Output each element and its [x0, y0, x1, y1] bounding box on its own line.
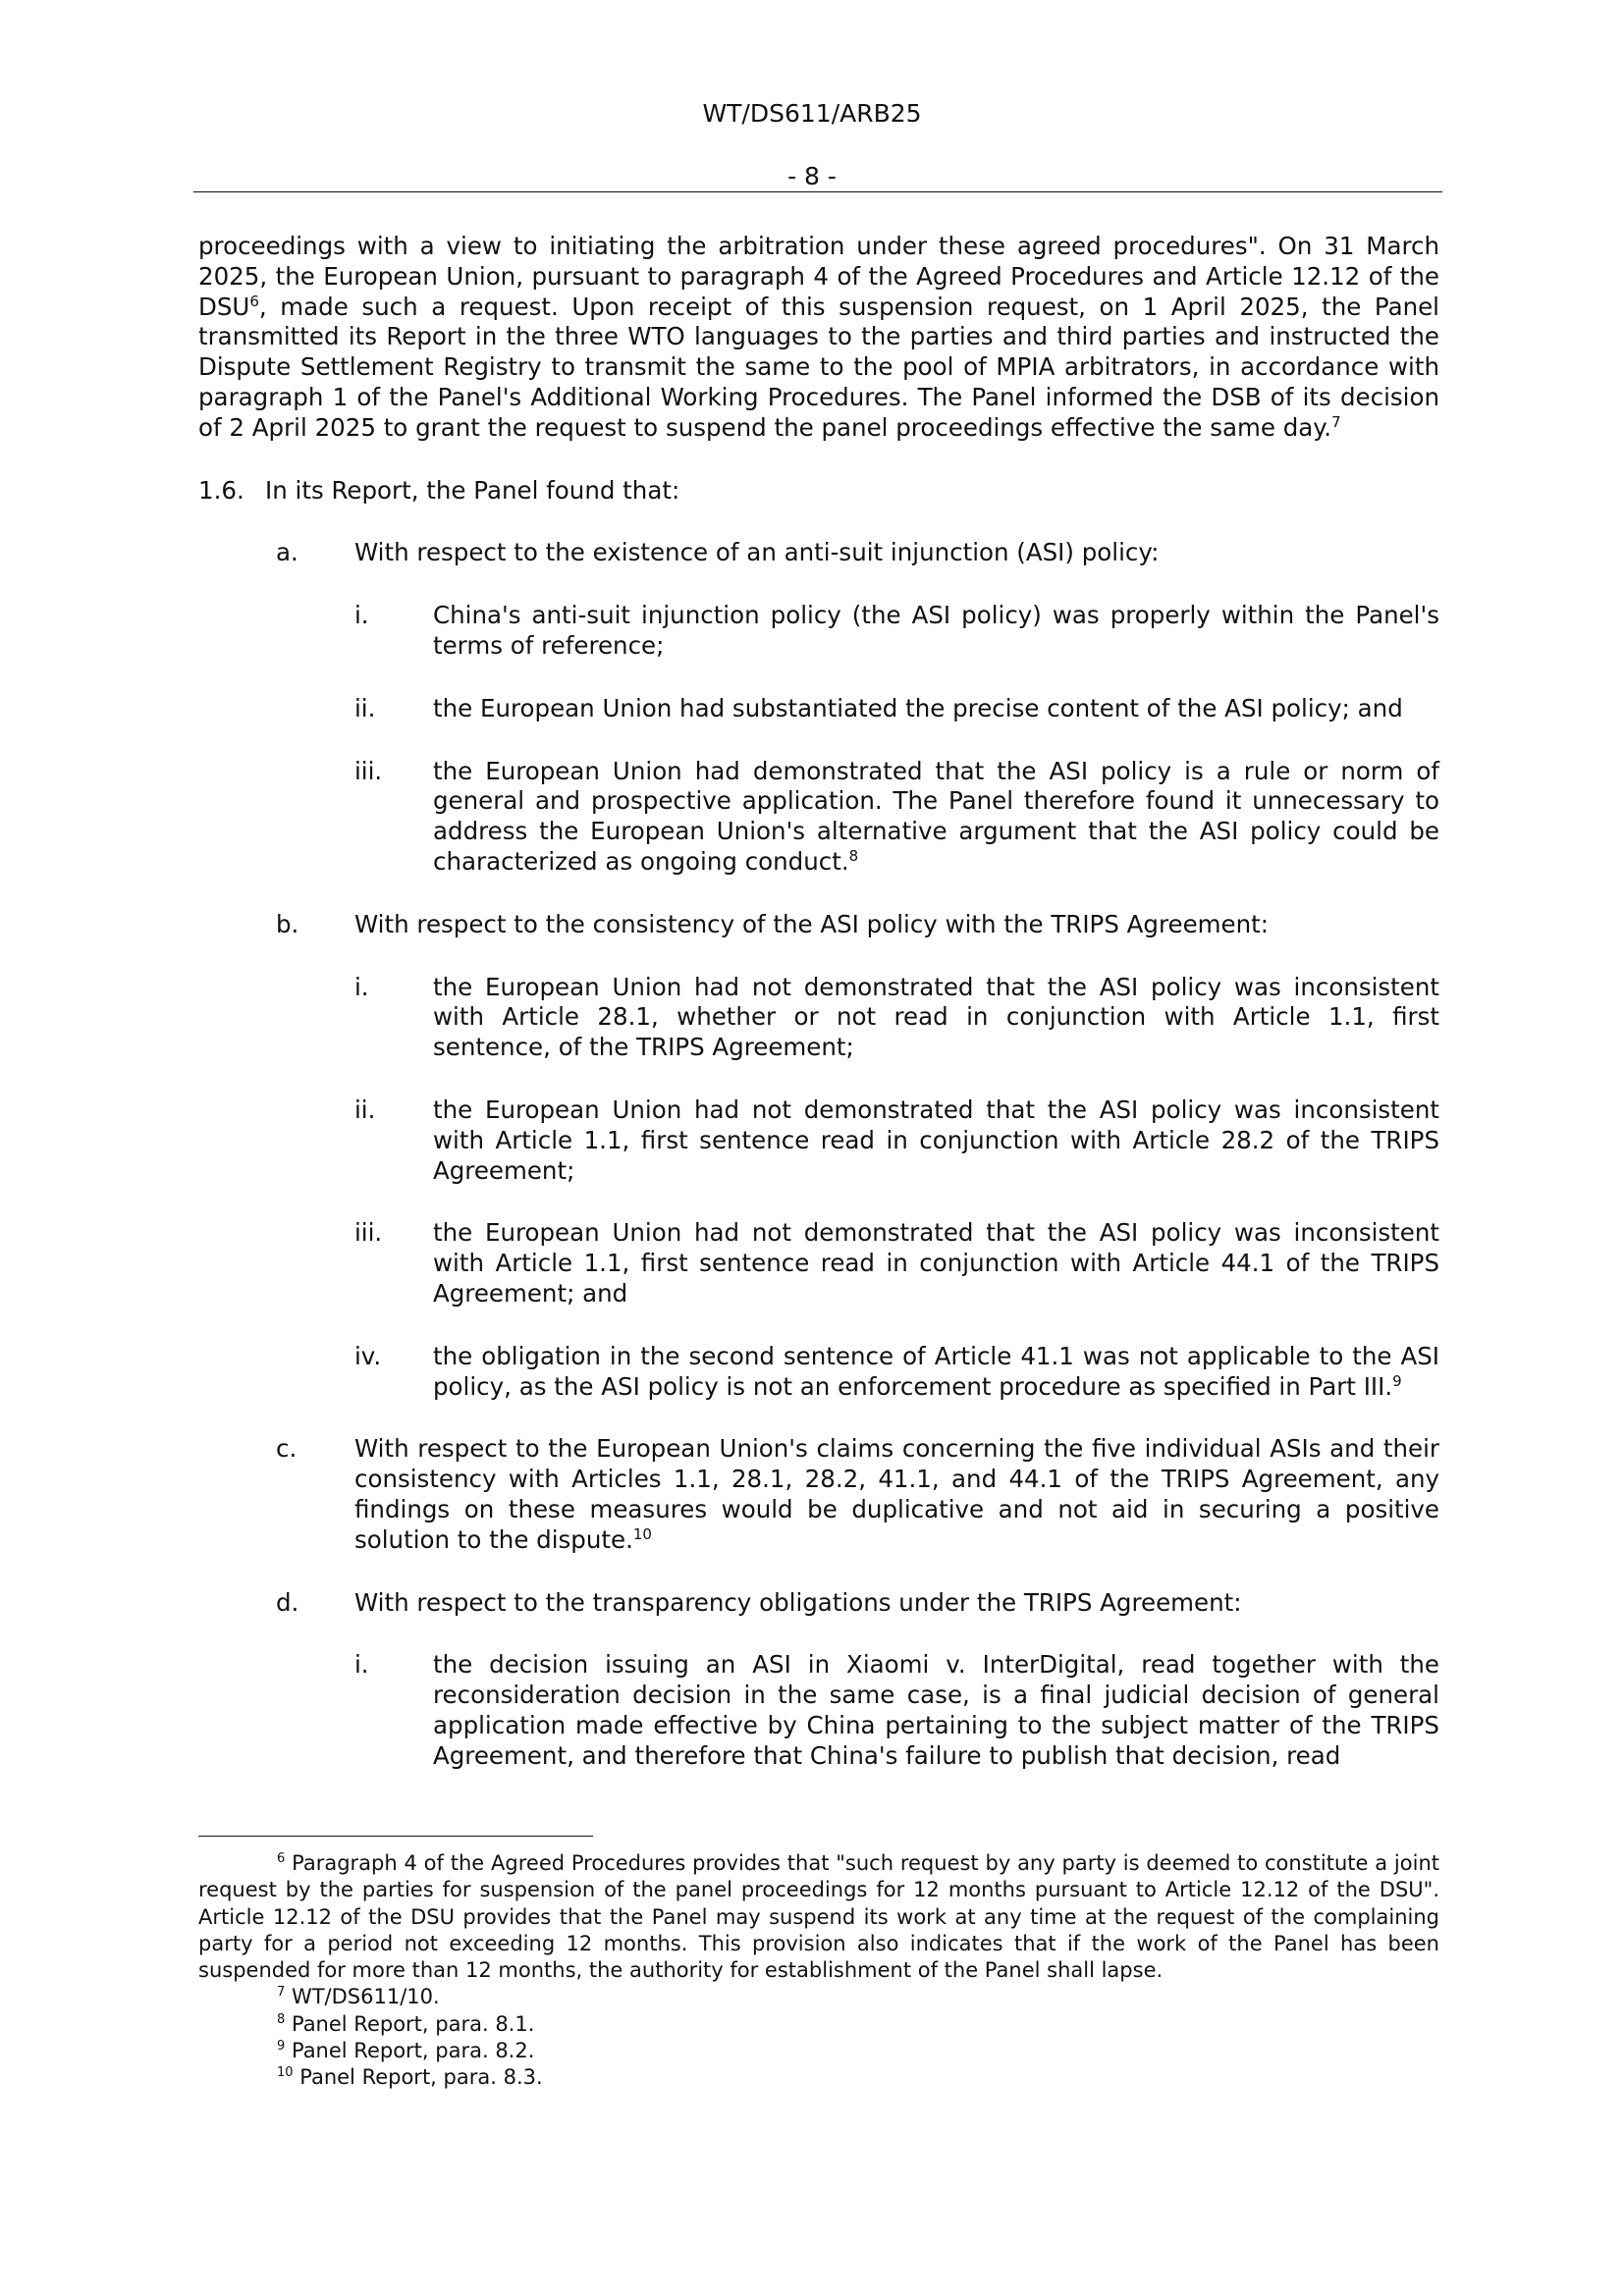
list-item-text: the European Union had not demonstrated that the ASI policy was inconsistent with Article 1.1, first sentence read in conjunction with Article 44.1 of the TRIPS Agreement; and	[433, 1218, 1439, 1308]
list-item-text: the obligation in the second sentence of Article 41.1 was not applicable to the ASI policy, as the ASI policy is not an enforcement procedure as specified in Part III.$^9$	[433, 1341, 1439, 1401]
finding-d	[198, 1588, 1439, 1619]
list-item-text: the European Union had substantiated the precise content of the ASI policy; and	[433, 693, 1403, 722]
list-marker: i.	[354, 972, 369, 1001]
footnote-8: $^8$ Panel Report, para. 8.1.	[277, 2011, 535, 2036]
list-marker: iv.	[354, 1341, 382, 1370]
footnote-6: $^6$ Paragraph 4 of the Agreed Procedures provides that "such request by any party is deemed to constitute a joint request by the parties for suspension of the panel proceedings for 12 months pursuant to Article 12.12 of the DSU". Article 12.12 of the DSU provides that the Panel may suspend its work at any time at the request of the complaining party for a period not exceeding 12 months. This provision also indicates that if the work of the Panel has been suspended for more than 12 months, the authority for establishment of the Panel shall lapse.	[198, 1851, 1439, 1983]
list-item-text: China's anti-suit injunction policy (the ASI policy) was properly within the Panel's terms of reference;	[433, 601, 1439, 660]
footnote-9: $^9$ Panel Report, para. 8.2.	[277, 2039, 535, 2063]
finding-d-i	[198, 1650, 1439, 1771]
finding-a	[198, 538, 1439, 568]
footnote-ref-8[interactable]: 8	[848, 846, 859, 865]
footnotes	[198, 1850, 1439, 2092]
list-item-text: the European Union had not demonstrated that the ASI policy was inconsistent with Article 28.1, whether or not read in conjunction with Article 1.1, first sentence, of the TRIPS Agreement;	[433, 972, 1439, 1062]
list-item-text: With respect to the European Union's claims concerning the five individual ASIs and their consistency with Articles 1.1, 28.1, 28.2, 41.1, and 44.1 of the TRIPS Agreement, any findings on these measures would be duplicative and not aid in securing a positive solution to the dispute.$^{10}$	[354, 1434, 1439, 1554]
list-item-text: With respect to the consistency of the ASI policy with the TRIPS Agreement:	[354, 909, 1269, 938]
paragraph-text: In its Report, the Panel found that:	[265, 475, 680, 505]
paragraph-number: 1.6.	[198, 475, 244, 505]
footnote-7: $^7$ WT/DS611/10.	[277, 1985, 440, 2009]
document-body	[198, 232, 1439, 1771]
list-marker: i.	[354, 601, 369, 630]
header-divider	[193, 191, 1442, 192]
finding-a-i	[198, 601, 1439, 662]
finding-c	[198, 1434, 1439, 1555]
list-item-text: With respect to the existence of an anti-suit injunction (ASI) policy:	[354, 538, 1160, 567]
paragraph-1-6	[198, 476, 1439, 507]
list-item-text: the European Union had demonstrated that the ASI policy is a rule or norm of general and prospective application. The Panel therefore found it unnecessary to address the European Union's alternative argument that the ASI policy could be characterized as ongoing conduct.$^8$	[433, 756, 1439, 876]
list-item-text: the European Union had not demonstrated that the ASI policy was inconsistent with Article 1.1, first sentence read in conjunction with Article 28.2 of the TRIPS Agreement;	[433, 1095, 1439, 1185]
list-item-text: With respect to the transparency obligations under the TRIPS Agreement:	[354, 1587, 1242, 1617]
document-reference: WT/DS611/ARB25	[702, 99, 922, 128]
footnote-ref-10[interactable]: 10	[632, 1524, 652, 1543]
footnote-ref-7[interactable]: 7	[1331, 412, 1341, 431]
page-number: - 8 -	[787, 162, 837, 190]
list-marker: b.	[276, 909, 299, 938]
list-item-text: the decision issuing an ASI in Xiaomi v. InterDigital, read together with the reconsideration decision in the same case, is a final judicial decision of general application made effective by China pertaining to the subject matter of the TRIPS Agreement, and therefore that China's failure to publish that decision, read	[433, 1650, 1439, 1770]
finding-b-i	[198, 973, 1439, 1063]
footnote-divider	[198, 1836, 593, 1837]
list-marker: i.	[354, 1650, 369, 1680]
list-marker: a.	[276, 538, 298, 567]
finding-b-ii	[198, 1095, 1439, 1186]
finding-b-iv	[198, 1342, 1439, 1403]
finding-a-iii	[198, 757, 1439, 878]
list-marker: iii.	[354, 1218, 383, 1248]
list-marker: ii.	[354, 693, 376, 722]
finding-b	[198, 910, 1439, 940]
continuation-paragraph: proceedings with a view to initiating the arbitration under these agreed procedures". On 31 March 2025, the European Union, pursuant to paragraph 4 of the Agreed Procedures and Article 12.12 of the DSU$^6$, made such a request. Upon receipt of this suspension request, on 1 April 2025, the Panel transmitted its Report in the three WTO languages to the parties and third parties and instructed the Dispute Settlement Registry to transmit the same to the pool of MPIA arbitrators, in accordance with paragraph 1 of the Panel's Additional Working Procedures. The Panel informed the DSB of its decision of 2 April 2025 to grant the request to suspend the panel proceedings effective the same day.$^7$	[198, 232, 1439, 442]
footnote-ref-9[interactable]: 9	[1392, 1371, 1402, 1390]
list-marker: c.	[276, 1434, 298, 1464]
list-marker: ii.	[354, 1095, 376, 1124]
list-marker: iii.	[354, 756, 383, 785]
list-marker: d.	[276, 1587, 299, 1617]
finding-a-ii	[198, 694, 1439, 724]
finding-b-iii	[198, 1218, 1439, 1308]
footnote-10: $^{10}$ Panel Report, para. 8.3.	[277, 2065, 543, 2090]
footnote-ref-6[interactable]: 6	[249, 292, 259, 310]
